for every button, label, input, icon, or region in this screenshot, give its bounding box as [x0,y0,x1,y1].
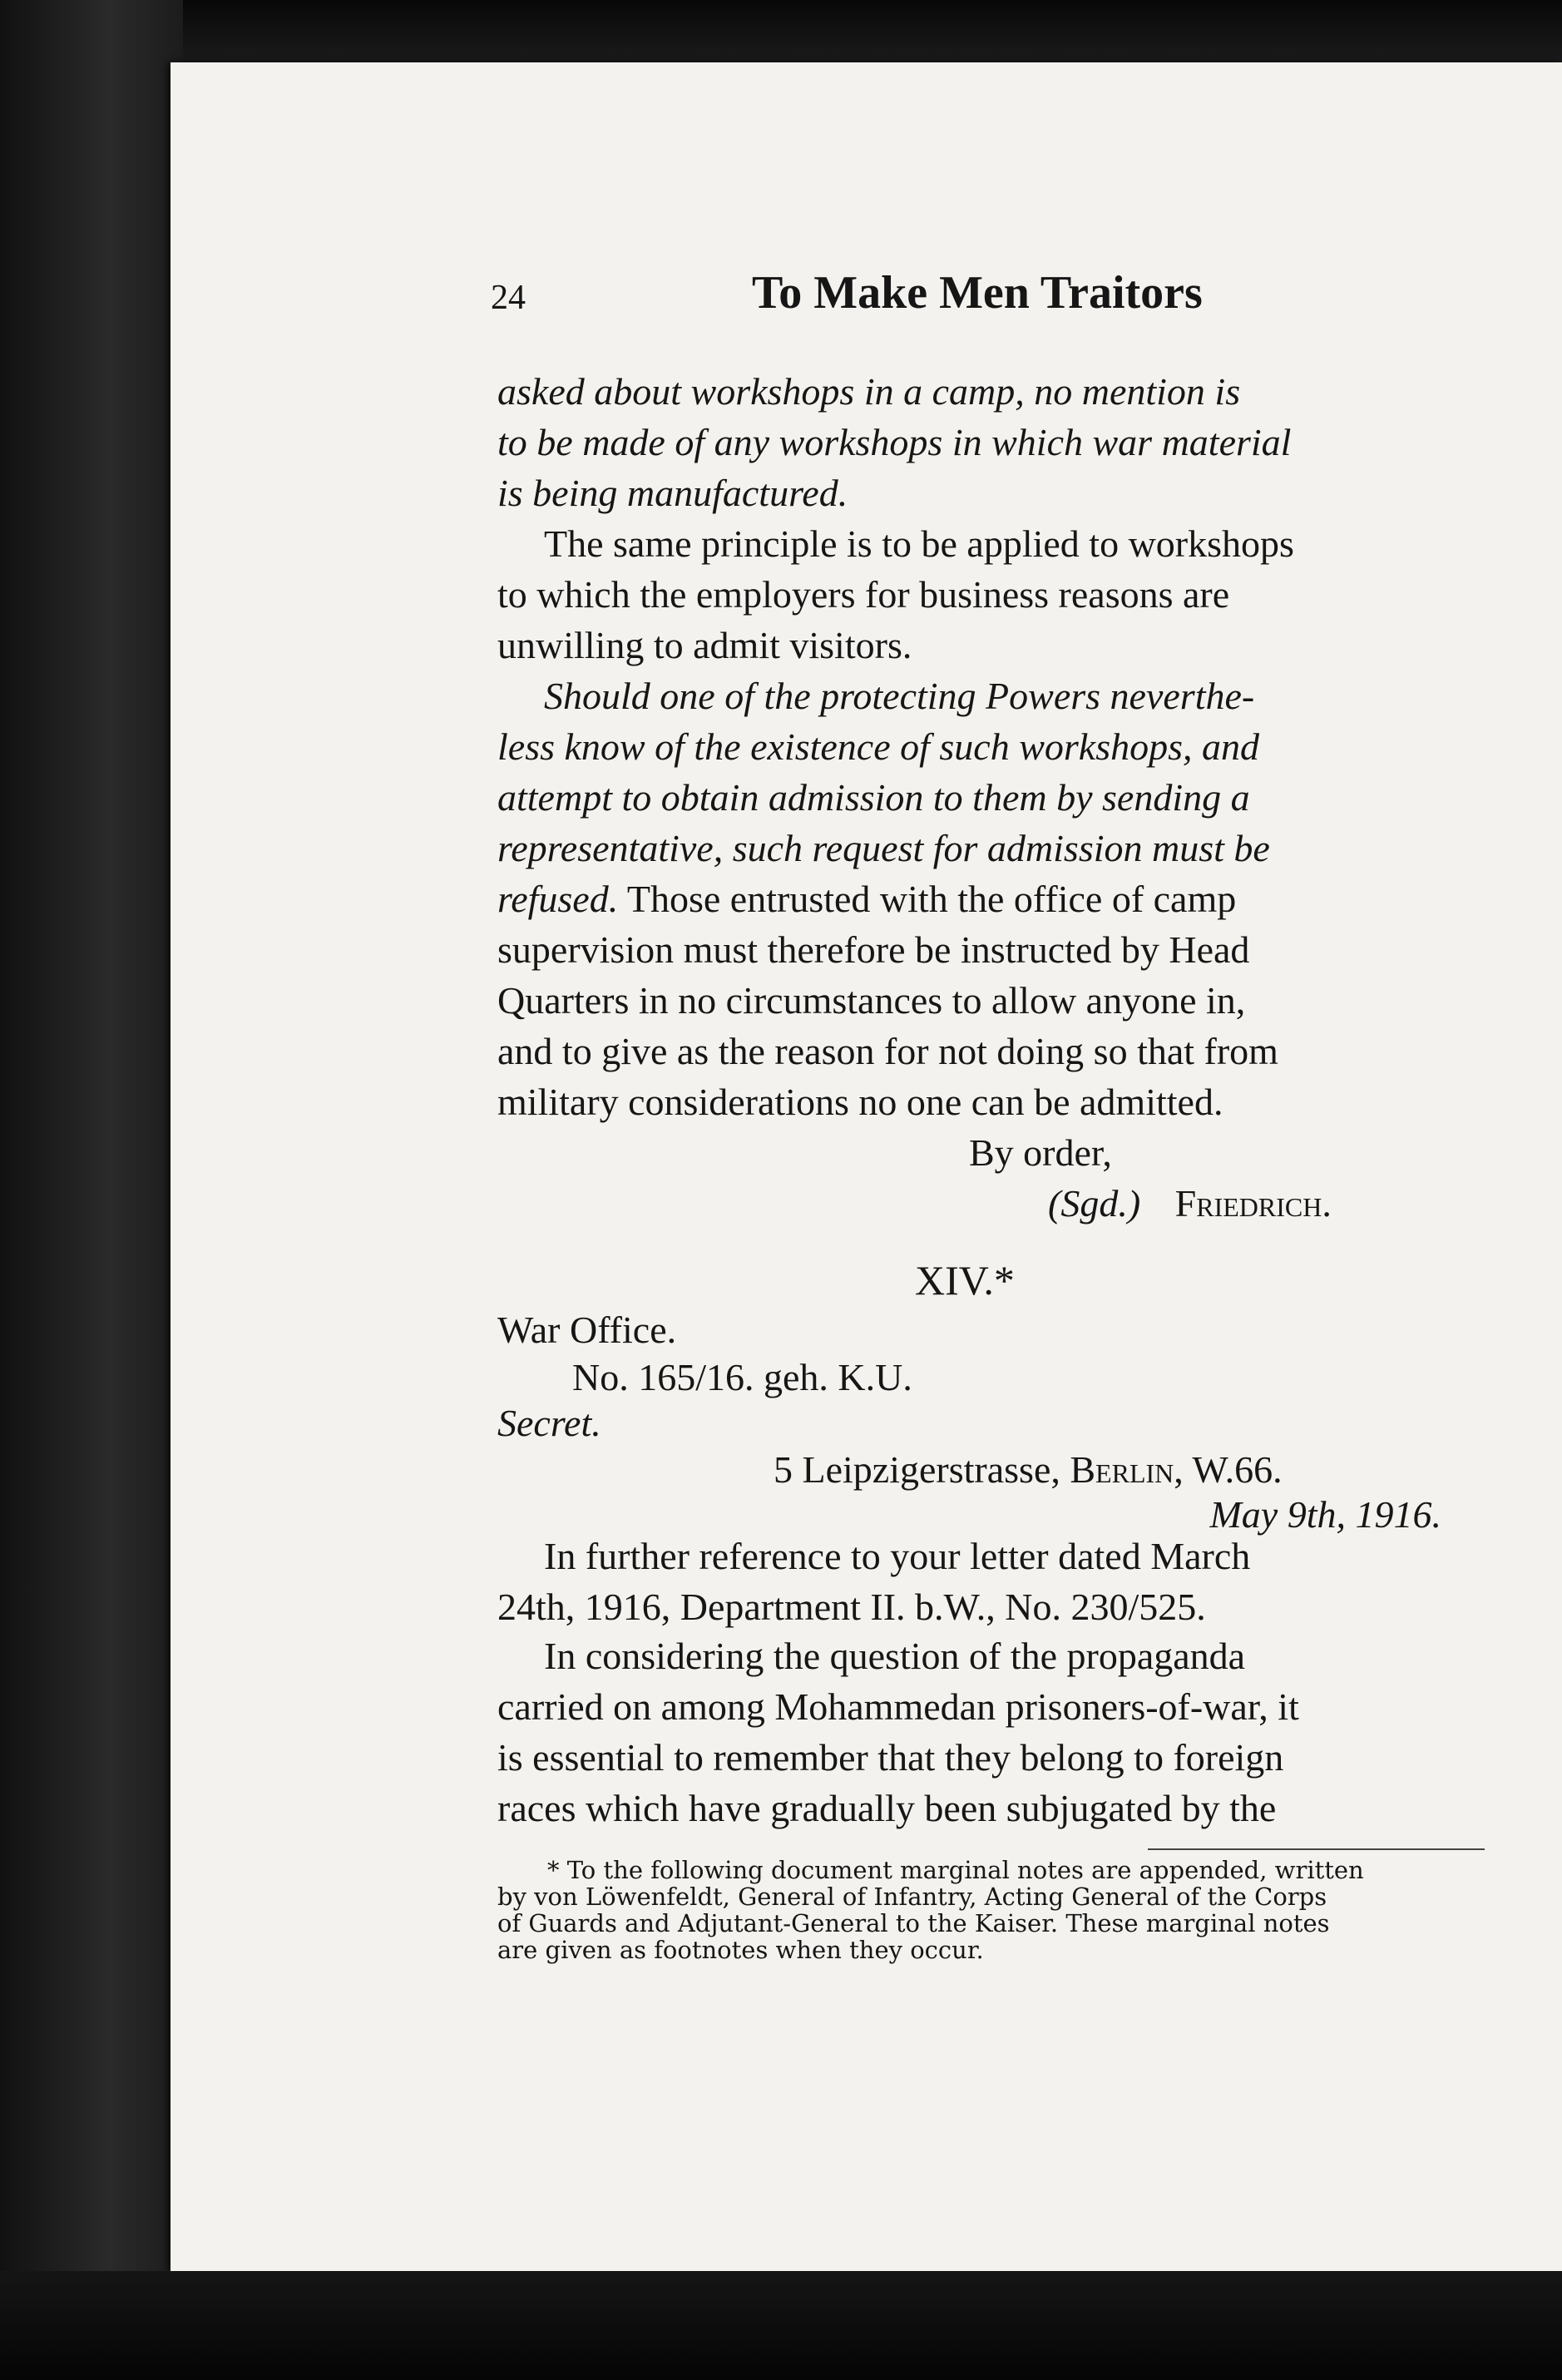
text-line: In further reference to your letter dated March [544,1535,1251,1577]
address-line [774,1444,1505,1495]
paragraph-continued [497,366,1487,518]
text-line: military considerations no one can be admitted. [497,1081,1223,1123]
text-line: less know of the existence of such workshops, and [497,725,1260,768]
text-line: Quarters in no circumstances to allow anyone in, [497,979,1246,1022]
text-line: carried on among Mohammedan prisoners-of-war, it [497,1685,1299,1728]
reference-number: No. 165/16. geh. K.U. [572,1356,912,1398]
footnote-line: * To the following document marginal notes are appended, written [547,1856,1364,1884]
text-line: is essential to remember that they belong to foreign [497,1736,1284,1779]
text-line: unwilling to admit visitors. [497,624,912,666]
address-rest: , W.66. [1174,1448,1283,1491]
paragraph-protecting-powers [497,670,1487,1127]
office-line: War Office. [497,1309,677,1351]
signed-label: (Sgd.) [1048,1182,1141,1225]
footnote-rule [1148,1848,1485,1850]
footnote-line: of Guards and Adjutant-General to the Kaiser. These marginal notes [497,1909,1330,1937]
signatory-name: Friedrich. [1174,1182,1332,1225]
address-street: 5 Leipzigerstrasse, [774,1448,1070,1491]
footnote [497,1857,1487,1963]
paragraph-workshops [497,518,1487,670]
text-line: is being manufactured. [497,472,848,514]
running-head: To Make Men Traitors [752,267,1203,319]
page-header [491,266,1472,333]
text-line: supervision must therefore be instructed by Head [497,928,1250,971]
scan-border-bottom [0,2271,1562,2380]
italic-word: refused. [497,878,619,920]
footnote-line: are given as footnotes when they occur. [497,1936,984,1964]
scan-border-left [0,0,183,2380]
by-order: By order, [969,1131,1112,1174]
footnote-line: by von Löwenfeldt, General of Infantry, Acting General of the Corps [497,1883,1327,1911]
text-line: 24th, 1916, Department II. b.W., No. 230/525. [497,1586,1206,1628]
signature-line [1048,1178,1547,1229]
text-line: Should one of the protecting Powers neverthe- [544,675,1255,717]
roman-text: Those entrusted with the office of camp [618,878,1237,920]
paragraph-reference [497,1531,1487,1632]
text-line: to be made of any workshops in which war material [497,421,1292,463]
text-line [497,873,1487,924]
text-line: representative, such request for admission must be [497,827,1270,869]
paragraph-propaganda [497,1630,1487,1833]
secret-label: Secret. [497,1402,601,1444]
text-line: In considering the question of the propaganda [544,1635,1246,1677]
text-line: races which have gradually been subjugated by the [497,1787,1277,1829]
address-city: Berlin [1070,1448,1174,1491]
section-heading: XIV.* [915,1257,1015,1304]
page-number: 24 [491,279,526,317]
text-line: The same principle is to be applied to workshops [544,522,1294,565]
text-line: to which the employers for business reasons are [497,573,1230,616]
text-line: asked about workshops in a camp, no mention is [497,370,1241,413]
letter-date: May 9th, 1916. [1209,1493,1441,1536]
text-line: attempt to obtain admission to them by sending a [497,776,1250,819]
text-line: and to give as the reason for not doing so that from [497,1030,1278,1072]
